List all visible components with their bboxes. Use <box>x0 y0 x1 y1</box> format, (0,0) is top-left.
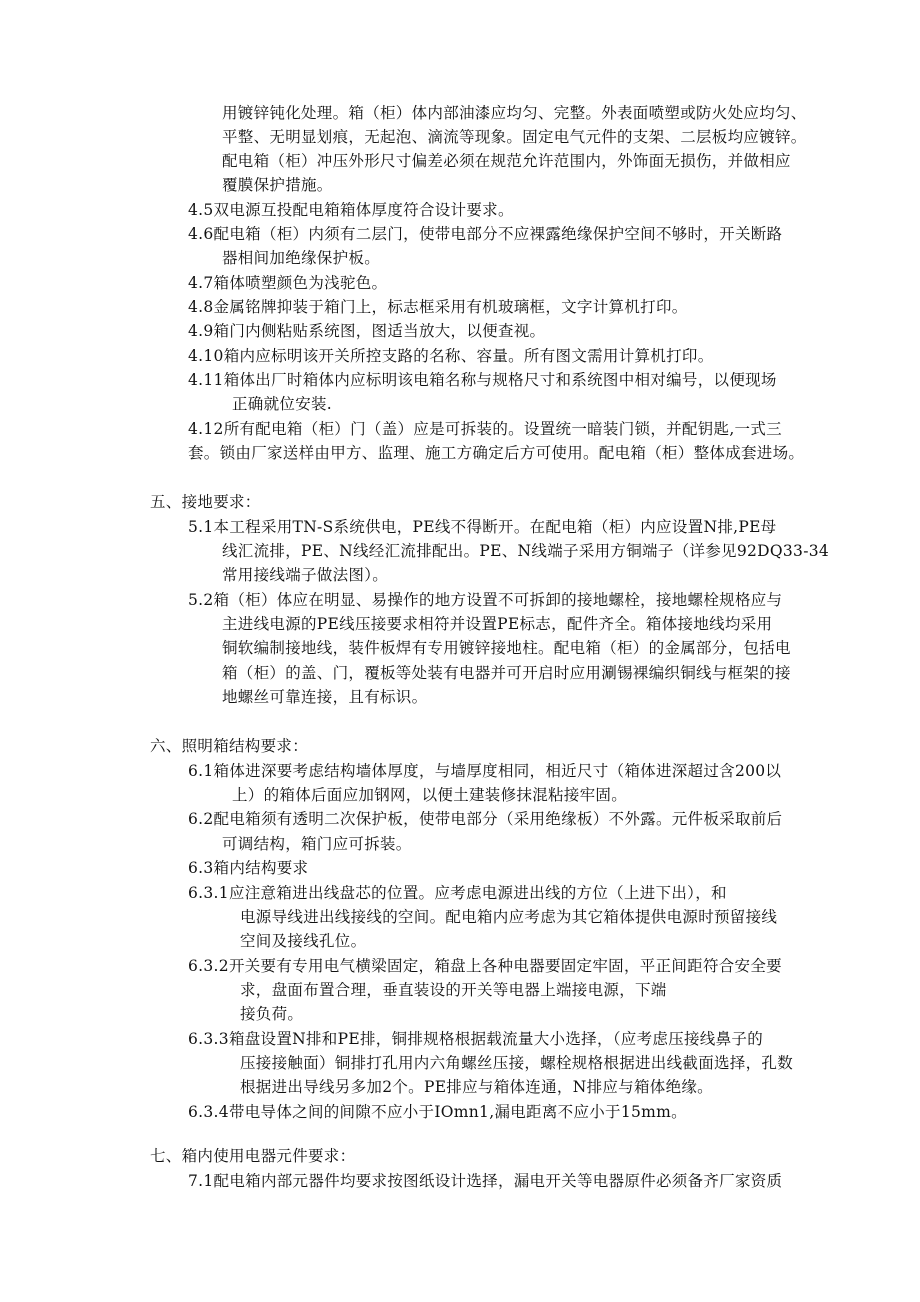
text-line: 平整、无明显划痕，无起泡、滴流等现象。固定电气元件的支架、二层板均应镀锌。 <box>222 128 807 146</box>
text-line: 配电箱（柜）冲压外形尺寸偏差必须在规范允许范围内，外饰面无损伤，并做相应 <box>222 152 791 170</box>
text-line: 覆膜保护措施。 <box>222 176 333 194</box>
text-line: 4.5双电源互投配电箱箱体厚度符合设计要求。 <box>188 201 514 219</box>
text-line: 6.3.4带电导体之间的间隙不应小于IOmn1,漏电距离不应小于15mm。 <box>188 1103 687 1121</box>
text-line: 6.1箱体进深要考虑结构墙体厚度，与墙厚度相同，相近尺寸（箱体进深超过含200以 <box>188 762 782 780</box>
text-line: 用镀锌钝化处理。箱（柜）体内部油漆应均匀、完整。外表面喷塑或防火处应均匀、 <box>222 104 807 122</box>
text-line: 上）的箱体后面应加钢网，以便土建装修抹混粘接牢固。 <box>232 786 628 804</box>
text-line: 电源导线进出线接线的空间。配电箱内应考虑为其它箱体提供电源时预留接线 <box>240 908 778 926</box>
text-line: 6.3.3箱盘设置N排和PE排，铜排规格根据载流量大小选择，（应考虑压接线鼻子的 <box>188 1030 763 1048</box>
text-line: 4.9箱门内侧粘贴系统图，图适当放大，以便查视。 <box>188 322 546 340</box>
text-line: 4.6配电箱（柜）内须有二层门，使带电部分不应裸露绝缘保护空间不够时，开关断路 <box>188 225 783 243</box>
text-line: 主进线电源的PE线压接要求相符并设置PE标志，配件齐全。箱体接地线均采用 <box>222 615 773 633</box>
text-line: 7.1配电箱内部元器件均要求按图纸设计选择，漏电开关等电器原件必须备齐厂家资质 <box>188 1172 783 1190</box>
text-line: 套。锁由厂家送样由甲方、监理、施工方确定后方可使用。配电箱（柜）整体成套进场。 <box>188 444 805 462</box>
text-line: 可调结构，箱门应可拆装。 <box>222 835 412 853</box>
section-heading: 五、接地要求： <box>150 493 261 511</box>
text-line: 5.2箱（柜）体应在明显、易操作的地方设置不可拆卸的接地螺栓，接地螺栓规格应与 <box>188 591 783 609</box>
text-line: 地螺丝可靠连接，且有标识。 <box>222 688 428 706</box>
text-line: 线汇流排，PE、N线经汇流排配出。PE、N线端子采用方铜端子（详参见92DQ33-34 <box>222 542 830 560</box>
section-heading: 六、照明箱结构要求： <box>150 737 309 755</box>
text-line: 4.12所有配电箱（柜）门（盖）应是可拆装的。设置统一暗装门锁，并配钥匙,一式三 <box>188 420 782 438</box>
text-line: 6.3.2开关要有专用电气横梁固定，箱盘上各种电器要固定牢固，平正间距符合安全要 <box>188 957 782 975</box>
text-line: 器相间加绝缘保护板。 <box>222 249 381 267</box>
text-line: 根据进出导线另多加2个。PE排应与箱体连通，N排应与箱体绝缘。 <box>240 1078 713 1096</box>
text-line: 常用接线端子做法图）。 <box>222 566 389 584</box>
section-heading: 七、箱内使用电器元件要求： <box>150 1147 356 1165</box>
text-line: 空间及接线孔位。 <box>240 932 367 950</box>
text-line: 铜软编制接地线，装件板焊有专用镀锌接地柱。配电箱（柜）的金属部分，包括电 <box>222 639 791 657</box>
text-line: 6.3.1应注意箱进出线盘芯的位置。应考虑电源进出线的方位（上进下出），和 <box>188 884 727 902</box>
text-line: 压接接触面）铜排打孔用内六角螺丝压接，螺栓规格根据进出线截面选择，孔数 <box>240 1054 794 1072</box>
text-line: 4.11箱体出厂时箱体内应标明该电箱名称与规格尺寸和系统图中相对编号，以便现场 <box>188 371 777 389</box>
text-line: 正确就位安装. <box>232 395 333 413</box>
text-line: 求，盘面布置合理，垂直装设的开关等电器上端接电源，下端 <box>240 981 667 999</box>
text-line: 4.10箱内应标明该开关所控支路的名称、容量。所有图文需用计算机打印。 <box>188 347 714 365</box>
text-line: 箱（柜）的盖、门，覆板等处装有电器并可开启时应用涮锡裸编织铜线与框架的接 <box>222 664 791 682</box>
text-line: 4.7箱体喷塑颜色为浅驼色。 <box>188 274 388 292</box>
text-line: 5.1本工程采用TN-S系统供电，PE线不得断开。在配电箱（柜）内应设置N排,PE母 <box>188 518 777 536</box>
text-line: 4.8金属铭牌抑装于箱门上，标志框采用有机玻璃框，文字计算机打印。 <box>188 298 688 316</box>
text-line: 6.3箱内结构要求 <box>188 859 309 877</box>
text-line: 接负荷。 <box>240 1005 304 1023</box>
text-line: 6.2配电箱须有透明二次保护板，使带电部分（采用绝缘板）不外露。元件板采取前后 <box>188 810 783 828</box>
